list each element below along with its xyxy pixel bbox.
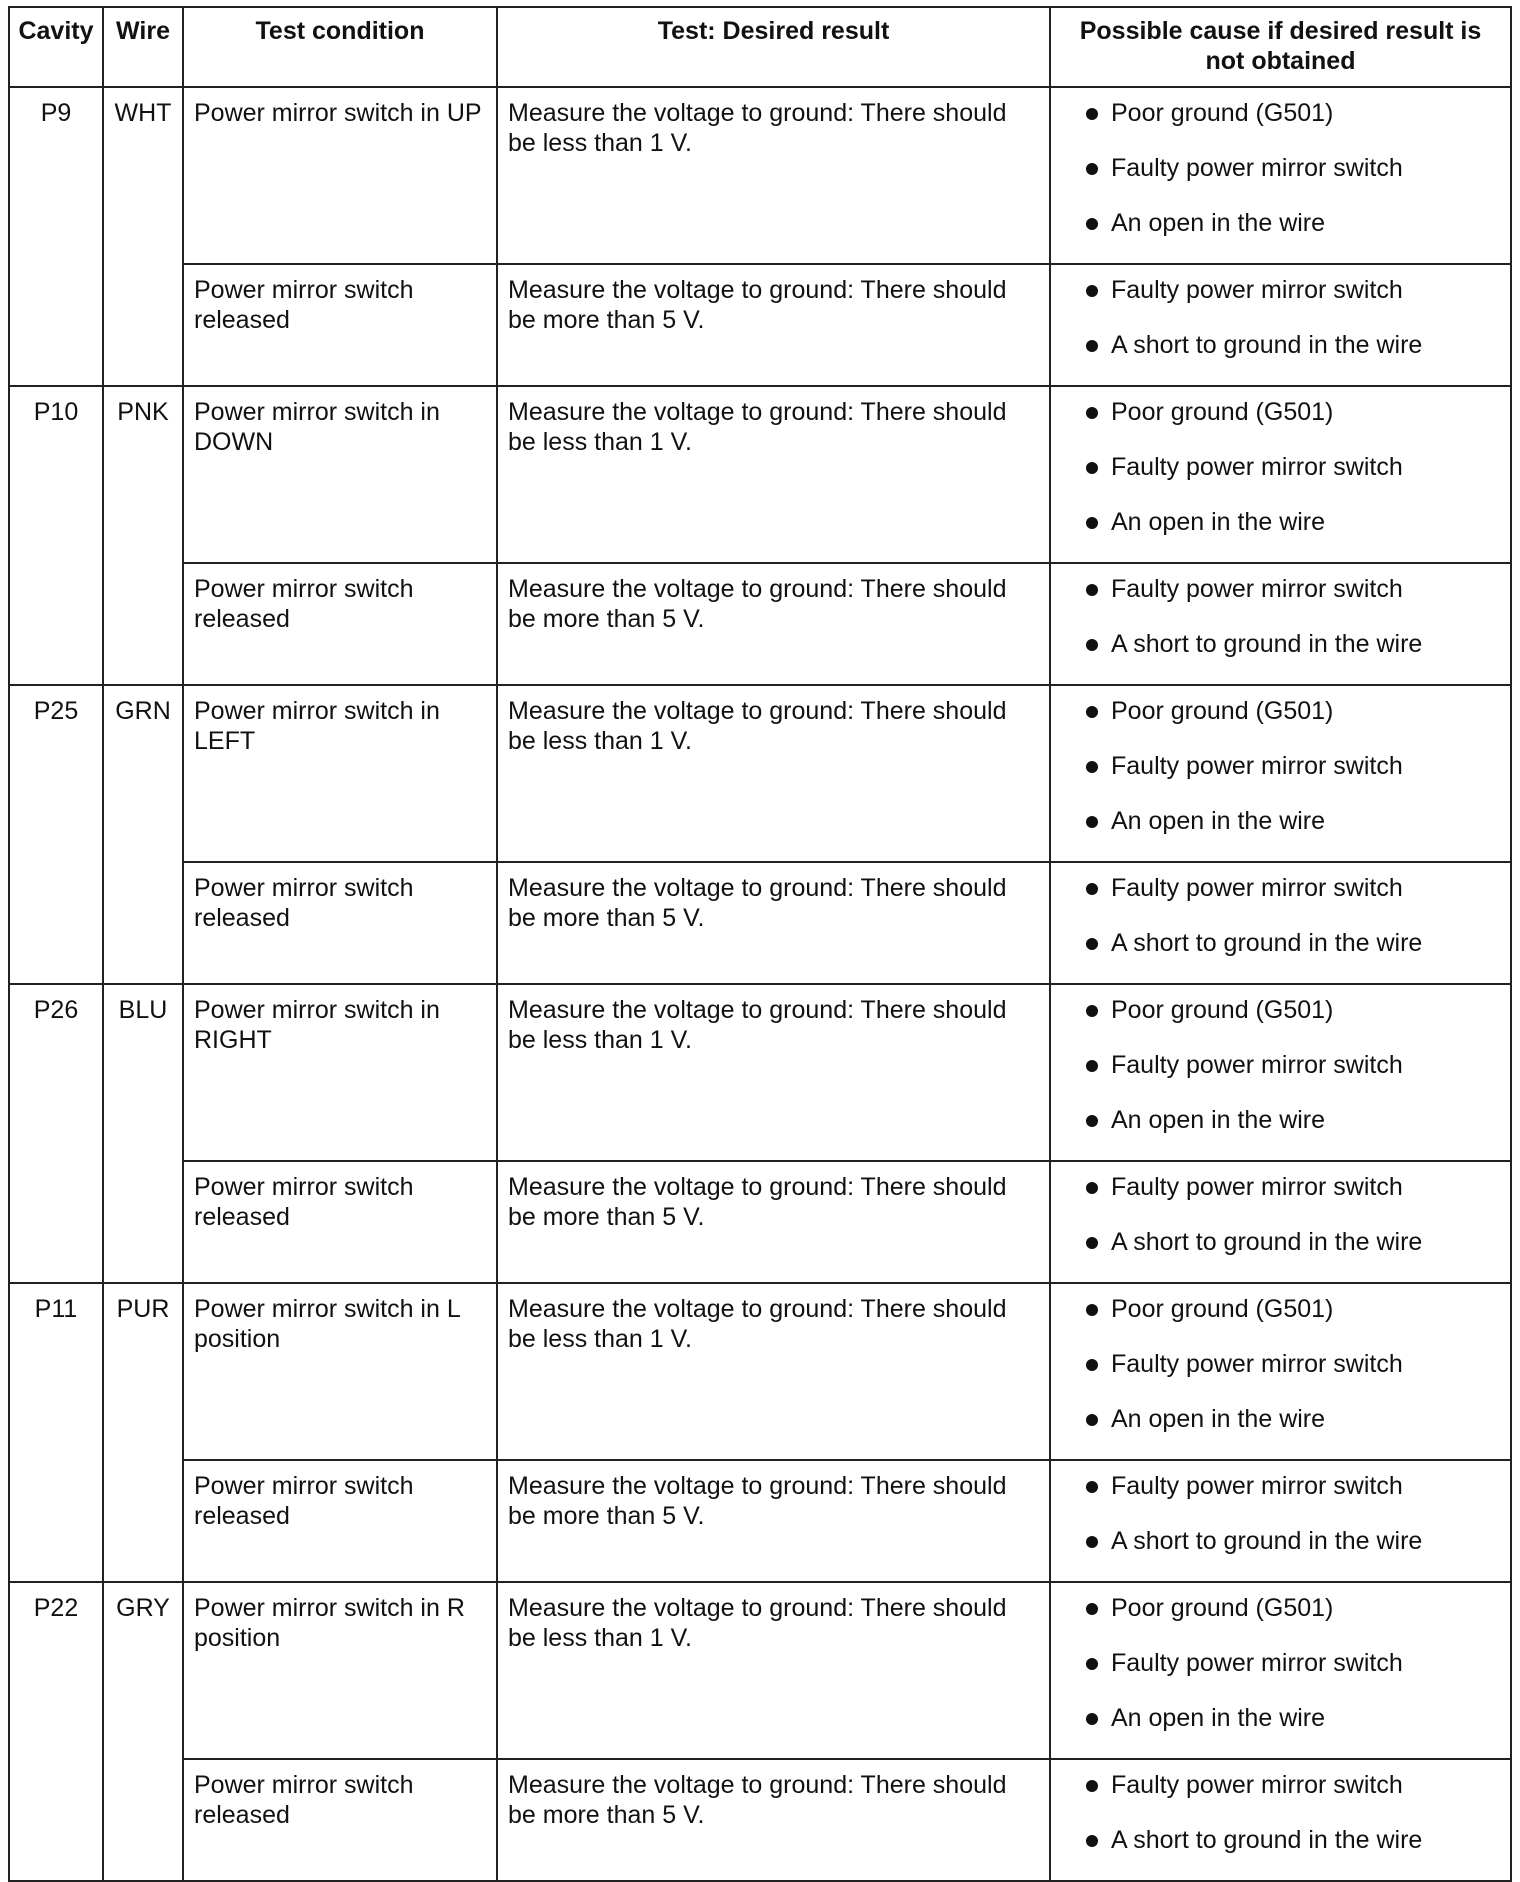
cause-item [1061,153,1500,208]
test-condition-cell: Power mirror switch released [183,264,497,386]
desired-result-cell: Measure the voltage to ground: There should be more than 5 V. [497,1759,1050,1881]
cause-list [1061,995,1500,1160]
cavity-cell: P25 [9,685,103,984]
possible-cause-cell [1050,862,1511,984]
header-possible-cause: Possible cause if desired result is not obtained [1050,7,1511,87]
bullet-icon [1086,1713,1098,1725]
cause-item [1061,1050,1500,1105]
cause-item [1061,751,1500,806]
cause-item [1061,873,1500,928]
test-condition-cell: Power mirror switch in DOWN [183,386,497,563]
cause-list [1061,1172,1500,1282]
test-condition-cell: Power mirror switch released [183,1460,497,1582]
bullet-icon [1086,108,1098,120]
test-condition-cell: Power mirror switch released [183,1759,497,1881]
table-row [9,386,1511,563]
cause-item [1061,629,1500,684]
test-condition-cell: Power mirror switch in R position [183,1582,497,1759]
possible-cause-cell [1050,264,1511,386]
cause-text: A short to ground in the wire [1111,1228,1423,1256]
cause-text: A short to ground in the wire [1111,630,1423,658]
cause-text: Poor ground (G501) [1111,398,1334,426]
cause-text: Faulty power mirror switch [1111,1051,1403,1079]
cause-item [1061,1227,1500,1282]
table-row [9,984,1511,1161]
table-body [9,87,1511,1881]
bullet-icon [1086,1780,1098,1792]
desired-result-cell: Measure the voltage to ground: There should be less than 1 V. [497,1283,1050,1460]
test-condition-cell: Power mirror switch in UP [183,87,497,264]
cause-text: Faulty power mirror switch [1111,874,1403,902]
cause-item [1061,330,1500,385]
bullet-icon [1086,1658,1098,1670]
cause-text: An open in the wire [1111,508,1326,536]
cause-list [1061,1593,1500,1758]
bullet-icon [1086,1060,1098,1072]
table-row [9,264,1511,386]
bullet-icon [1086,1481,1098,1493]
desired-result-cell: Measure the voltage to ground: There should be less than 1 V. [497,984,1050,1161]
cause-list [1061,98,1500,263]
cause-list [1061,873,1500,983]
cause-list [1061,397,1500,562]
cavity-cell: P9 [9,87,103,386]
wire-cell: PNK [103,386,183,685]
cause-text: Faulty power mirror switch [1111,575,1403,603]
cause-text: An open in the wire [1111,1704,1326,1732]
possible-cause-cell [1050,1161,1511,1283]
bullet-icon [1086,340,1098,352]
possible-cause-cell [1050,1283,1511,1460]
cause-text: An open in the wire [1111,807,1326,835]
cavity-cell: P11 [9,1283,103,1582]
bullet-icon [1086,706,1098,718]
wire-cell: BLU [103,984,183,1283]
bullet-icon [1086,1182,1098,1194]
header-row [9,7,1511,87]
desired-result-cell: Measure the voltage to ground: There should be less than 1 V. [497,87,1050,264]
test-condition-cell: Power mirror switch in RIGHT [183,984,497,1161]
test-condition-cell: Power mirror switch in L position [183,1283,497,1460]
test-condition-cell: Power mirror switch released [183,1161,497,1283]
table-row [9,1283,1511,1460]
wire-cell: GRN [103,685,183,984]
cause-item [1061,1703,1500,1758]
cause-list [1061,696,1500,861]
bullet-icon [1086,462,1098,474]
cause-text: An open in the wire [1111,1405,1326,1433]
cause-text: Poor ground (G501) [1111,1594,1334,1622]
cause-list [1061,1471,1500,1581]
cause-item [1061,696,1500,751]
cause-text: Faulty power mirror switch [1111,1173,1403,1201]
bullet-icon [1086,584,1098,596]
bullet-icon [1086,517,1098,529]
possible-cause-cell [1050,87,1511,264]
cause-item [1061,1172,1500,1227]
bullet-icon [1086,1414,1098,1426]
cause-text: Faulty power mirror switch [1111,154,1403,182]
possible-cause-cell [1050,685,1511,862]
cause-item [1061,574,1500,629]
possible-cause-cell [1050,563,1511,685]
cause-text: An open in the wire [1111,1106,1326,1134]
desired-result-cell: Measure the voltage to ground: There should be more than 5 V. [497,264,1050,386]
possible-cause-cell [1050,386,1511,563]
cause-item [1061,1349,1500,1404]
cause-item [1061,208,1500,263]
cavity-cell: P22 [9,1582,103,1881]
cavity-cell: P10 [9,386,103,685]
test-condition-cell: Power mirror switch released [183,862,497,984]
cause-text: Poor ground (G501) [1111,697,1334,725]
cause-item [1061,1294,1500,1349]
bullet-icon [1086,1304,1098,1316]
cause-item [1061,806,1500,861]
cause-text: Poor ground (G501) [1111,99,1334,127]
desired-result-cell: Measure the voltage to ground: There should be less than 1 V. [497,685,1050,862]
cause-list [1061,574,1500,684]
possible-cause-cell [1050,1759,1511,1881]
cause-text: Faulty power mirror switch [1111,752,1403,780]
cause-item [1061,1593,1500,1648]
cause-item [1061,1404,1500,1459]
bullet-icon [1086,1005,1098,1017]
header-desired-result: Test: Desired result [497,7,1050,87]
desired-result-cell: Measure the voltage to ground: There should be less than 1 V. [497,1582,1050,1759]
cause-text: A short to ground in the wire [1111,929,1423,957]
bullet-icon [1086,1115,1098,1127]
cause-text: A short to ground in the wire [1111,331,1423,359]
bullet-icon [1086,883,1098,895]
cause-item [1061,928,1500,983]
header-test-condition: Test condition [183,7,497,87]
bullet-icon [1086,639,1098,651]
cause-item [1061,995,1500,1050]
desired-result-cell: Measure the voltage to ground: There should be more than 5 V. [497,1460,1050,1582]
test-condition-cell: Power mirror switch released [183,563,497,685]
cause-text: Poor ground (G501) [1111,1295,1334,1323]
wire-cell: GRY [103,1582,183,1881]
bullet-icon [1086,407,1098,419]
cause-text: An open in the wire [1111,209,1326,237]
bullet-icon [1086,761,1098,773]
cause-list [1061,275,1500,385]
bullet-icon [1086,816,1098,828]
bullet-icon [1086,218,1098,230]
table-row [9,862,1511,984]
cause-item [1061,452,1500,507]
bullet-icon [1086,285,1098,297]
wire-cell: PUR [103,1283,183,1582]
header-wire: Wire [103,7,183,87]
bullet-icon [1086,1835,1098,1847]
table-row [9,1161,1511,1283]
wire-cell: WHT [103,87,183,386]
cause-text: Faulty power mirror switch [1111,1771,1403,1799]
cause-item [1061,1770,1500,1825]
possible-cause-cell [1050,1582,1511,1759]
possible-cause-cell [1050,1460,1511,1582]
cause-text: Faulty power mirror switch [1111,453,1403,481]
diagnostic-table [8,6,1512,1882]
desired-result-cell: Measure the voltage to ground: There should be less than 1 V. [497,386,1050,563]
bullet-icon [1086,1603,1098,1615]
table-row [9,87,1511,264]
bullet-icon [1086,1359,1098,1371]
cause-item [1061,1471,1500,1526]
bullet-icon [1086,1536,1098,1548]
table-row [9,1759,1511,1881]
cause-text: A short to ground in the wire [1111,1527,1423,1555]
cause-text: Faulty power mirror switch [1111,1649,1403,1677]
test-condition-cell: Power mirror switch in LEFT [183,685,497,862]
desired-result-cell: Measure the voltage to ground: There should be more than 5 V. [497,1161,1050,1283]
cause-text: Faulty power mirror switch [1111,276,1403,304]
cause-text: Faulty power mirror switch [1111,1472,1403,1500]
cause-text: A short to ground in the wire [1111,1826,1423,1854]
bullet-icon [1086,938,1098,950]
cause-list [1061,1294,1500,1459]
cause-text: Poor ground (G501) [1111,996,1334,1024]
cause-item [1061,507,1500,562]
table-row [9,685,1511,862]
header-cavity: Cavity [9,7,103,87]
cause-item [1061,397,1500,452]
table-row [9,1582,1511,1759]
cause-item [1061,1648,1500,1703]
cause-text: Faulty power mirror switch [1111,1350,1403,1378]
bullet-icon [1086,1237,1098,1249]
desired-result-cell: Measure the voltage to ground: There should be more than 5 V. [497,563,1050,685]
cause-item [1061,275,1500,330]
possible-cause-cell [1050,984,1511,1161]
cause-item [1061,1526,1500,1581]
table-row [9,563,1511,685]
cause-item [1061,1825,1500,1880]
table-row [9,1460,1511,1582]
cause-list [1061,1770,1500,1880]
cavity-cell: P26 [9,984,103,1283]
bullet-icon [1086,163,1098,175]
cause-item [1061,98,1500,153]
cause-item [1061,1105,1500,1160]
desired-result-cell: Measure the voltage to ground: There should be more than 5 V. [497,862,1050,984]
